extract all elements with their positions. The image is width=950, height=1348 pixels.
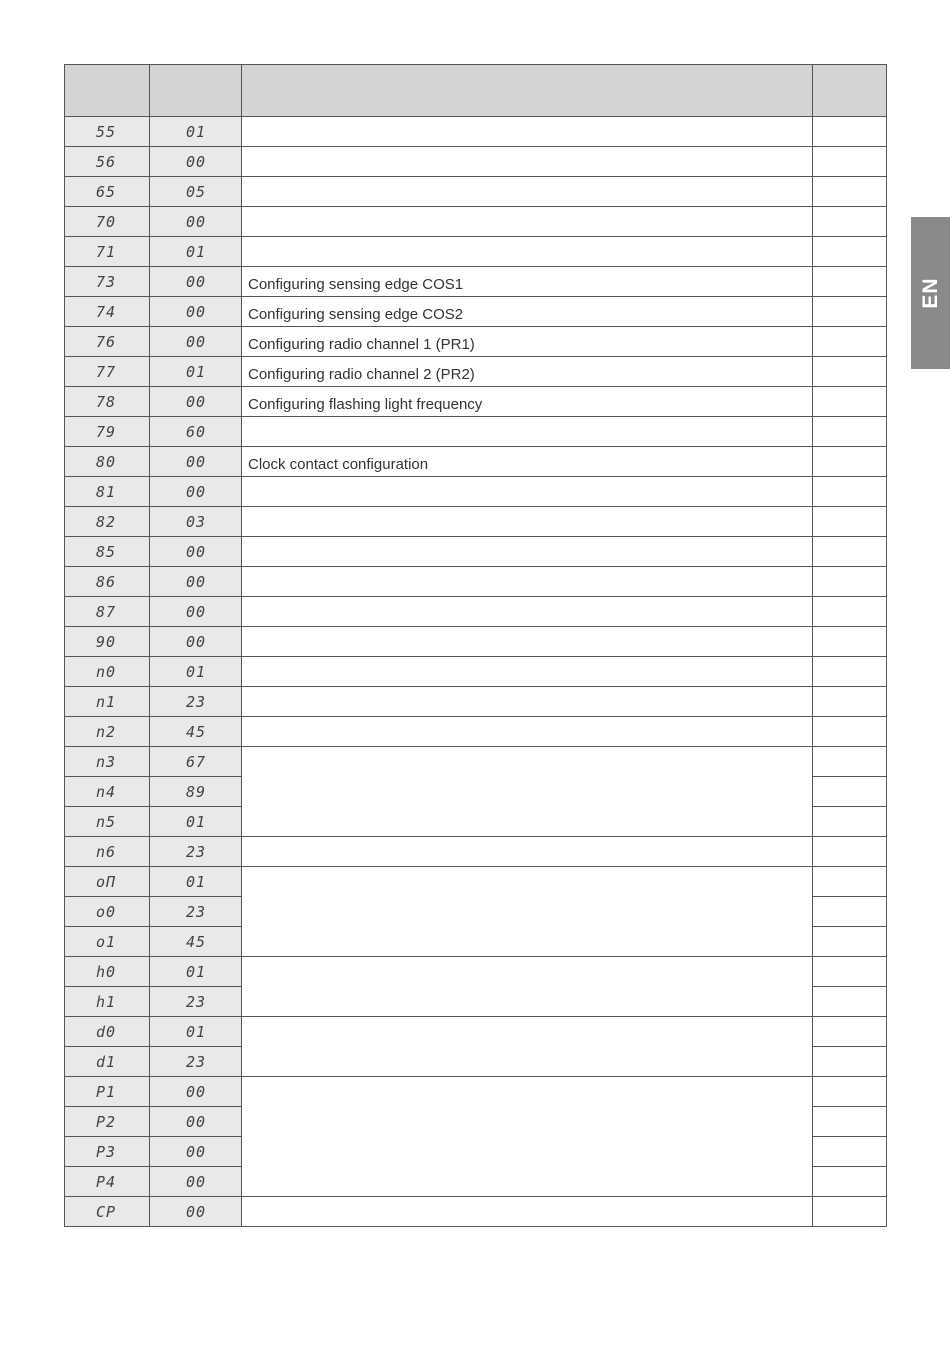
table-row xyxy=(65,477,887,507)
table-row xyxy=(65,177,887,207)
default-value-cell: 01 xyxy=(150,657,242,687)
parameter-code-cell: h0 xyxy=(65,957,150,987)
table-row xyxy=(65,117,887,147)
table-row xyxy=(65,207,887,237)
description-cell: Configuring flashing light frequency xyxy=(242,387,813,417)
setting-cell xyxy=(813,777,887,807)
description-cell xyxy=(242,957,813,1017)
default-value-cell: 01 xyxy=(150,117,242,147)
table-row xyxy=(65,507,887,537)
parameter-code-cell: n2 xyxy=(65,717,150,747)
table-row xyxy=(65,417,887,447)
table-row xyxy=(65,267,887,297)
setting-cell xyxy=(813,657,887,687)
parameter-code-cell: 65 xyxy=(65,177,150,207)
default-value-cell: 23 xyxy=(150,837,242,867)
parameter-code-cell: P1 xyxy=(65,1077,150,1107)
setting-cell xyxy=(813,1047,887,1077)
description-cell xyxy=(242,747,813,837)
table-row xyxy=(65,627,887,657)
parameter-code-cell: 82 xyxy=(65,507,150,537)
default-value-cell: 23 xyxy=(150,687,242,717)
default-value-cell: 00 xyxy=(150,567,242,597)
default-value-cell: 00 xyxy=(150,1077,242,1107)
setting-cell xyxy=(813,207,887,237)
description-cell xyxy=(242,237,813,267)
parameter-code-cell: 78 xyxy=(65,387,150,417)
parameter-code-cell: 71 xyxy=(65,237,150,267)
description-cell: Configuring sensing edge COS1 xyxy=(242,267,813,297)
parameter-code-cell: d0 xyxy=(65,1017,150,1047)
parameter-code-cell: 70 xyxy=(65,207,150,237)
setting-cell xyxy=(813,987,887,1017)
description-cell: Clock contact configuration xyxy=(242,447,813,477)
parameter-code-cell: P4 xyxy=(65,1167,150,1197)
parameter-code-cell: 76 xyxy=(65,327,150,357)
table-row xyxy=(65,1017,887,1047)
parameter-code-cell: 86 xyxy=(65,567,150,597)
default-value-cell: 45 xyxy=(150,717,242,747)
default-value-cell: 01 xyxy=(150,867,242,897)
description-cell xyxy=(242,867,813,957)
table-row xyxy=(65,657,887,687)
default-value-cell: 01 xyxy=(150,237,242,267)
default-value-cell: 67 xyxy=(150,747,242,777)
header-cell-value xyxy=(150,65,242,117)
parameter-code-cell: 80 xyxy=(65,447,150,477)
default-value-cell: 01 xyxy=(150,957,242,987)
table-row xyxy=(65,687,887,717)
default-value-cell: 00 xyxy=(150,477,242,507)
table-row xyxy=(65,1077,887,1107)
default-value-cell: 00 xyxy=(150,537,242,567)
description-cell xyxy=(242,687,813,717)
setting-cell xyxy=(813,447,887,477)
parameter-code-cell: n3 xyxy=(65,747,150,777)
default-value-cell: 00 xyxy=(150,1167,242,1197)
default-value-cell: 00 xyxy=(150,1137,242,1167)
table-row xyxy=(65,537,887,567)
parameter-code-cell: o1 xyxy=(65,927,150,957)
table-row xyxy=(65,597,887,627)
setting-cell xyxy=(813,897,887,927)
parameter-code-cell: 55 xyxy=(65,117,150,147)
setting-cell xyxy=(813,1197,887,1227)
default-value-cell: 89 xyxy=(150,777,242,807)
setting-cell xyxy=(813,387,887,417)
setting-cell xyxy=(813,297,887,327)
setting-cell xyxy=(813,117,887,147)
table-row xyxy=(65,717,887,747)
setting-cell xyxy=(813,1077,887,1107)
table-header-row xyxy=(65,65,887,117)
default-value-cell: 60 xyxy=(150,417,242,447)
table-row xyxy=(65,237,887,267)
description-cell xyxy=(242,1077,813,1197)
parameter-code-cell: CP xyxy=(65,1197,150,1227)
description-cell xyxy=(242,597,813,627)
description-cell xyxy=(242,207,813,237)
setting-cell xyxy=(813,1167,887,1197)
description-cell xyxy=(242,537,813,567)
parameter-code-cell: o0 xyxy=(65,897,150,927)
setting-cell xyxy=(813,507,887,537)
table-row xyxy=(65,747,887,777)
parameter-code-cell: d1 xyxy=(65,1047,150,1077)
description-cell xyxy=(242,147,813,177)
setting-cell xyxy=(813,417,887,447)
setting-cell xyxy=(813,687,887,717)
setting-cell xyxy=(813,237,887,267)
description-cell xyxy=(242,657,813,687)
setting-cell xyxy=(813,1137,887,1167)
table-row xyxy=(65,327,887,357)
setting-cell xyxy=(813,567,887,597)
parameter-code-cell: n0 xyxy=(65,657,150,687)
setting-cell xyxy=(813,1017,887,1047)
default-value-cell: 00 xyxy=(150,147,242,177)
default-value-cell: 05 xyxy=(150,177,242,207)
parameter-code-cell: n5 xyxy=(65,807,150,837)
setting-cell xyxy=(813,267,887,297)
default-value-cell: 00 xyxy=(150,207,242,237)
table-row xyxy=(65,447,887,477)
description-cell: Configuring radio channel 2 (PR2) xyxy=(242,357,813,387)
default-value-cell: 23 xyxy=(150,1047,242,1077)
table-row xyxy=(65,867,887,897)
header-cell-code xyxy=(65,65,150,117)
default-value-cell: 01 xyxy=(150,1017,242,1047)
parameter-code-cell: 74 xyxy=(65,297,150,327)
default-value-cell: 23 xyxy=(150,987,242,1017)
default-value-cell: 00 xyxy=(150,1197,242,1227)
setting-cell xyxy=(813,837,887,867)
default-value-cell: 01 xyxy=(150,807,242,837)
parameter-code-cell: oΠ xyxy=(65,867,150,897)
table-row xyxy=(65,387,887,417)
description-cell xyxy=(242,717,813,747)
setting-cell xyxy=(813,537,887,567)
header-cell-description xyxy=(242,65,813,117)
table-row xyxy=(65,357,887,387)
parameter-code-cell: P2 xyxy=(65,1107,150,1137)
table-row xyxy=(65,147,887,177)
parameter-code-cell: P3 xyxy=(65,1137,150,1167)
default-value-cell: 00 xyxy=(150,597,242,627)
description-cell xyxy=(242,417,813,447)
parameter-code-cell: 73 xyxy=(65,267,150,297)
description-cell: Configuring radio channel 1 (PR1) xyxy=(242,327,813,357)
parameter-code-cell: 77 xyxy=(65,357,150,387)
default-value-cell: 00 xyxy=(150,627,242,657)
parameter-code-cell: n1 xyxy=(65,687,150,717)
setting-cell xyxy=(813,1107,887,1137)
setting-cell xyxy=(813,957,887,987)
description-cell xyxy=(242,567,813,597)
setting-cell xyxy=(813,357,887,387)
setting-cell xyxy=(813,717,887,747)
description-cell xyxy=(242,1017,813,1077)
description-cell: Configuring sensing edge COS2 xyxy=(242,297,813,327)
setting-cell xyxy=(813,177,887,207)
parameter-code-cell: 81 xyxy=(65,477,150,507)
description-cell xyxy=(242,117,813,147)
parameter-code-cell: n6 xyxy=(65,837,150,867)
parameter-code-cell: 87 xyxy=(65,597,150,627)
table-row xyxy=(65,297,887,327)
parameter-table xyxy=(64,64,887,1227)
setting-cell xyxy=(813,477,887,507)
header-cell-extra xyxy=(813,65,887,117)
default-value-cell: 00 xyxy=(150,267,242,297)
parameter-code-cell: h1 xyxy=(65,987,150,1017)
language-tab-label: EN xyxy=(918,277,942,309)
default-value-cell: 01 xyxy=(150,357,242,387)
table-row xyxy=(65,567,887,597)
parameter-code-cell: 85 xyxy=(65,537,150,567)
default-value-cell: 00 xyxy=(150,297,242,327)
parameter-code-cell: n4 xyxy=(65,777,150,807)
description-cell xyxy=(242,837,813,867)
description-cell xyxy=(242,507,813,537)
parameter-table-body xyxy=(65,65,887,1227)
default-value-cell: 00 xyxy=(150,327,242,357)
default-value-cell: 23 xyxy=(150,897,242,927)
description-cell xyxy=(242,477,813,507)
setting-cell xyxy=(813,747,887,777)
setting-cell xyxy=(813,327,887,357)
parameter-code-cell: 56 xyxy=(65,147,150,177)
description-cell xyxy=(242,627,813,657)
default-value-cell: 00 xyxy=(150,1107,242,1137)
default-value-cell: 45 xyxy=(150,927,242,957)
setting-cell xyxy=(813,927,887,957)
setting-cell xyxy=(813,807,887,837)
table-row xyxy=(65,1197,887,1227)
description-cell xyxy=(242,177,813,207)
parameter-code-cell: 79 xyxy=(65,417,150,447)
default-value-cell: 03 xyxy=(150,507,242,537)
setting-cell xyxy=(813,147,887,177)
parameter-code-cell: 90 xyxy=(65,627,150,657)
setting-cell xyxy=(813,597,887,627)
table-row xyxy=(65,837,887,867)
default-value-cell: 00 xyxy=(150,447,242,477)
table-row xyxy=(65,957,887,987)
language-tab xyxy=(911,217,950,369)
description-cell xyxy=(242,1197,813,1227)
setting-cell xyxy=(813,627,887,657)
default-value-cell: 00 xyxy=(150,387,242,417)
setting-cell xyxy=(813,867,887,897)
